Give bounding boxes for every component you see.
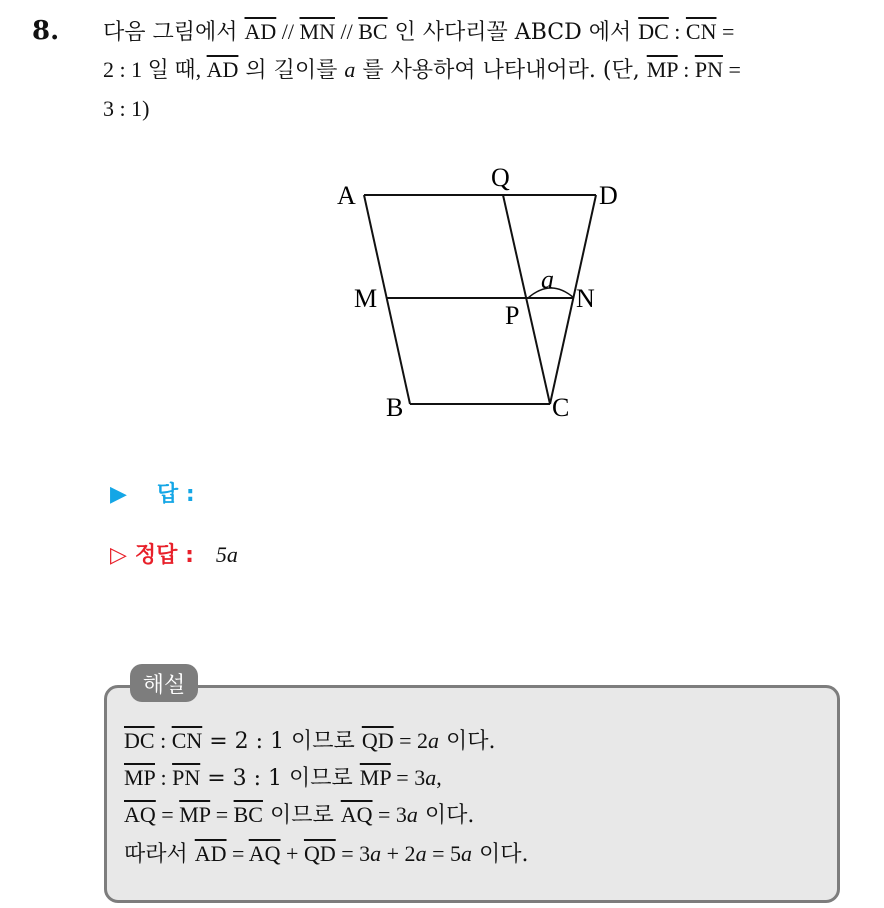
equals-sign: = [722,57,741,82]
explanation-line-1 [124,727,496,756]
answer-marker-icon: ▶ [110,482,127,507]
question-text: 3 : 1) [103,96,150,121]
equals-sign: = [716,19,735,44]
segment-mp: $\overline{MP}$ [124,765,155,790]
explanation-text: = 2 : 1 이므로 [202,729,362,754]
segment-qc-line [503,195,550,404]
segment-ad: $\overline{AD}$ [244,19,277,44]
explanation-text: = 3 : 1 이므로 [200,766,360,791]
explanation-tag: 해설 [130,664,198,702]
segment-aq: $\overline{AQ}$ [340,802,373,827]
explanation-text: 이다. [439,729,496,754]
ratio-colon: : [154,728,172,753]
equals-sign: = [210,802,234,827]
explanation-text: , [436,765,442,790]
parallel-sign: // [276,19,300,44]
segment-pn: $\overline{PN}$ [694,57,723,82]
label-b: B [386,393,404,422]
segment-ad: $\overline{AD}$ [206,57,239,82]
variable-a: a [370,841,382,866]
answer-label: 답 : [156,482,195,507]
segment-cn: $\overline{CN}$ [171,728,203,753]
label-p: P [505,301,520,330]
answer-row [110,477,195,508]
explanation-text: = 3 [372,802,407,827]
parallel-sign: // [334,19,359,44]
label-arc-a: a [541,265,554,294]
explanation-text: 따라서 [124,842,195,867]
equals-sign: = [226,841,249,866]
explanation-box [104,685,840,903]
question-text: 인 사다리꼴 ABCD 에서 [387,20,639,45]
correct-value: 5a [215,542,238,567]
label-a-vertex: A [337,181,356,210]
ratio-colon: : [677,57,695,82]
equals-sign: = [155,802,180,827]
explanation-text: = 2 [393,728,429,753]
segment-ad: $\overline{AD}$ [194,841,227,866]
question-number: 8. [32,16,60,46]
label-c: C [552,393,570,422]
label-n: N [576,284,595,313]
explanation-line-3 [124,801,474,830]
correct-marker-icon: ▷ [110,543,127,568]
segment-mp: $\overline{MP}$ [359,765,391,790]
label-d: D [599,181,618,210]
ratio-colon: : [668,19,686,44]
question-text: 의 길이를 [238,58,345,83]
question-text: 를 사용하여 나타내어라. (단, [355,58,647,83]
segment-pn: $\overline{PN}$ [172,765,201,790]
variable-a: a [428,728,440,753]
explanation-text: 이다. [471,842,529,867]
explanation-text: 이므로 [262,803,341,828]
variable-a: a [415,841,427,866]
correct-label: 정답 : [134,543,194,568]
explanation-text: = 3 [390,765,426,790]
segment-qd: $\overline{QD}$ [303,841,336,866]
explanation-text: = 5 [426,841,461,866]
segment-mn: $\overline{MN}$ [299,19,335,44]
question-text: 다음 그림에서 [103,20,245,45]
variable-a: a [406,802,418,827]
segment-aq: $\overline{AQ}$ [124,802,156,827]
explanation-text: + 2 [381,841,416,866]
segment-dc: $\overline{DC}$ [638,19,669,44]
segment-dc: $\overline{DC}$ [124,728,155,753]
explanation-line-2 [124,764,442,793]
segment-aq: $\overline{AQ}$ [248,841,281,866]
question-text: 2 : 1 일 때, [103,57,207,82]
label-q: Q [491,163,510,192]
variable-a: a [460,841,472,866]
segment-bc: $\overline{BC}$ [233,802,263,827]
variable-a: a [425,765,437,790]
explanation-text: 이다. [417,803,475,828]
correct-answer-row [110,538,238,569]
ratio-colon: : [154,765,173,790]
segment-bc: $\overline{BC}$ [358,19,388,44]
explanation-line-4 [124,840,528,869]
variable-a: a [344,57,356,82]
segment-mp: $\overline{MP}$ [179,802,211,827]
label-m: M [354,284,378,313]
segment-cn: $\overline{CN}$ [685,19,717,44]
explanation-text: = 3 [335,841,371,866]
segment-qd: $\overline{QD}$ [361,728,394,753]
segment-mp: $\overline{MP}$ [646,57,678,82]
plus-sign: + [280,841,304,866]
